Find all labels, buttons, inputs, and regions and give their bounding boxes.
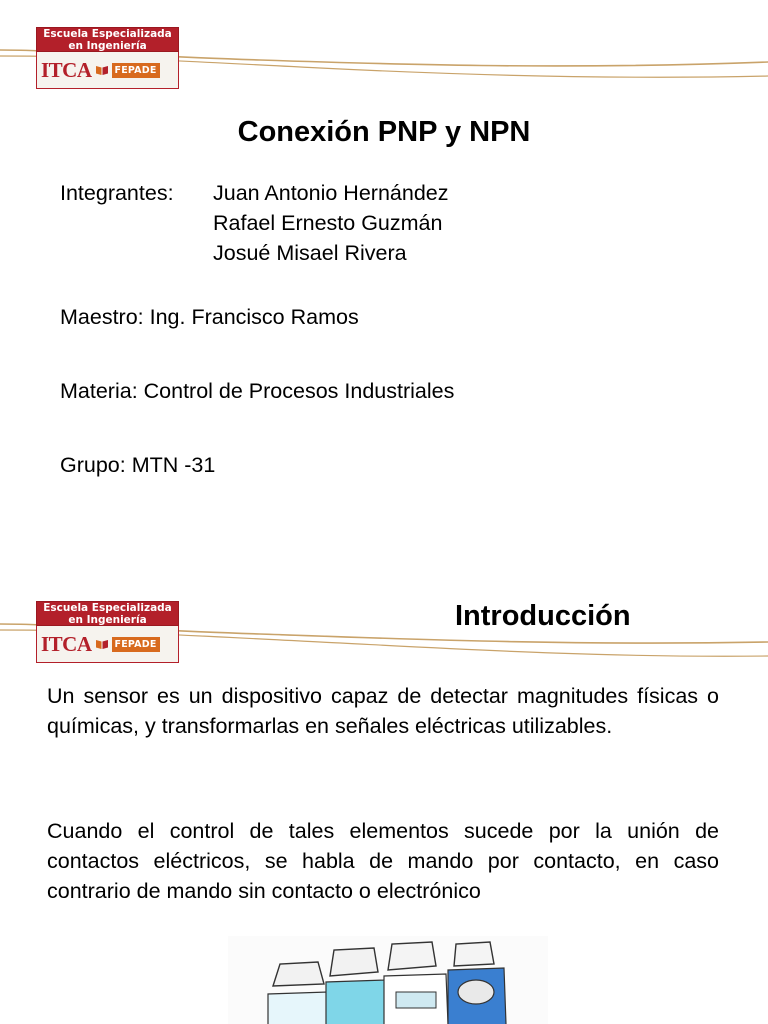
- logo-school-name: [36, 601, 179, 626]
- slide-introduction: [0, 576, 768, 1024]
- logo-line1: Escuela Especializada: [43, 602, 172, 614]
- members-block: [60, 178, 448, 268]
- logo-line2: en Ingeniería: [68, 613, 147, 626]
- member-name: Rafael Ernesto Guzmán: [213, 211, 443, 235]
- sensor-devices-illustration: [228, 936, 548, 1024]
- teacher-line: Maestro: Ing. Francisco Ramos: [60, 305, 359, 329]
- logo-brand-row: [36, 626, 179, 663]
- subject-line: Materia: Control de Procesos Industriales: [60, 379, 455, 403]
- member-name: Josué Misael Rivera: [213, 241, 407, 265]
- logo-line2: en Ingeniería: [68, 39, 147, 52]
- introduction-heading: Introducción: [455, 600, 631, 632]
- book-icon: [95, 64, 109, 76]
- itca-fepade-logo: [36, 601, 179, 663]
- book-icon: [95, 638, 109, 650]
- intro-paragraph-2-last: en caso contrario de mando sin contacto o electrónico: [47, 849, 719, 903]
- logo-brand-row: [36, 52, 179, 89]
- logo-line1: Escuela Especializada: [43, 28, 172, 40]
- logo-fepade-text: FEPADE: [112, 63, 160, 78]
- intro-paragraph-2-main: Cuando el control de tales elementos sucede por la unión de contactos eléctricos, se habla de mando por contacto,: [47, 819, 719, 873]
- members-list: [213, 178, 448, 268]
- logo-itca-text: ITCA: [41, 57, 92, 82]
- member-name: Juan Antonio Hernández: [213, 181, 449, 205]
- logo-fepade-text: FEPADE: [112, 637, 160, 652]
- itca-fepade-logo: [36, 27, 179, 89]
- logo-itca-text: ITCA: [41, 631, 92, 656]
- slide-title-heading: Conexión PNP y NPN: [237, 116, 531, 148]
- logo-school-name: [36, 27, 179, 52]
- intro-paragraph-1: Un sensor es un dispositivo capaz de detectar magnitudes físicas o químicas, y transformarlas en señales eléctricas utilizables.: [47, 684, 719, 738]
- group-line: Grupo: MTN -31: [60, 453, 216, 477]
- intro-paragraph-2: [47, 816, 719, 906]
- members-label: Integrantes:: [60, 181, 174, 205]
